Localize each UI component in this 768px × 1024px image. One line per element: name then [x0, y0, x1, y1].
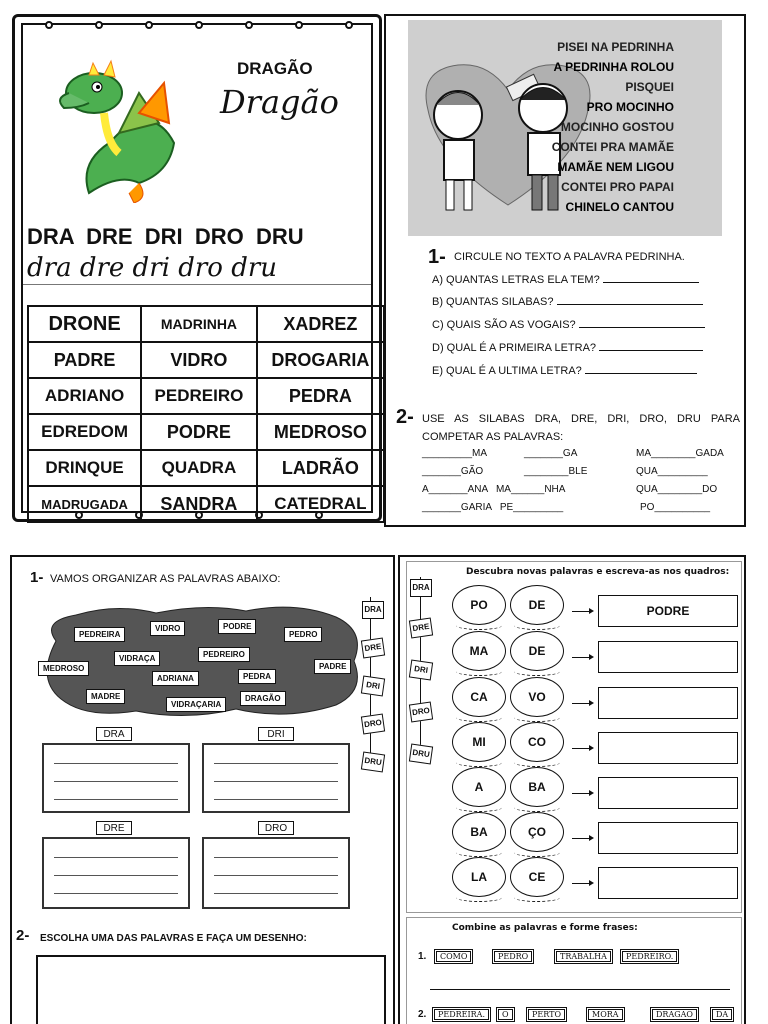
- word-cell: EDREDOM: [28, 414, 141, 450]
- word-cell: MADRINHA: [141, 306, 257, 342]
- word-card[interactable]: [434, 949, 473, 964]
- writing-line[interactable]: [430, 989, 730, 990]
- side-tag: DRO: [409, 702, 433, 723]
- table-row: [28, 486, 384, 522]
- word-card-text: COMO: [436, 951, 471, 962]
- syllable-cap: MI: [452, 722, 506, 762]
- word-tag[interactable]: PEDREIRO: [198, 647, 250, 662]
- writing-line: [214, 893, 338, 894]
- word-cell: MADRUGADA: [28, 486, 141, 522]
- writing-line: [54, 781, 178, 782]
- question-title: ESCOLHA UMA DAS PALAVRAS E FAÇA UM DESENHO:: [40, 933, 307, 944]
- writing-line: [54, 799, 178, 800]
- box-label: DRE: [96, 821, 132, 835]
- syllable-cap: CA: [452, 677, 506, 717]
- syllable-cap: ÇO: [510, 812, 564, 852]
- answer-blank[interactable]: [579, 319, 705, 328]
- arrow-icon: [572, 703, 592, 704]
- box-label: DRI: [258, 727, 294, 741]
- side-tag: DRI: [409, 660, 433, 681]
- syllable-blank[interactable]: _________MA: [422, 448, 488, 459]
- side-tag: DRO: [361, 714, 385, 735]
- arrow-icon: [572, 883, 592, 884]
- word-tag[interactable]: DRAGÃO: [240, 691, 286, 706]
- syllable-blank[interactable]: A_______ANA MA______NHA: [422, 484, 566, 495]
- answer-box[interactable]: [598, 777, 738, 809]
- writing-line: [54, 857, 178, 858]
- border-dot: [245, 21, 253, 29]
- syllable-blank[interactable]: _______GA: [524, 448, 578, 459]
- question-item: [432, 319, 705, 331]
- side-tag: DRA: [410, 579, 432, 597]
- word-tag[interactable]: ADRIANA: [152, 671, 199, 686]
- word-card[interactable]: [526, 1007, 567, 1022]
- syllable-blank[interactable]: _______GARIA PE_________: [422, 502, 564, 513]
- poem: [408, 20, 722, 236]
- word-card-text: DRAGÃO: [652, 1009, 697, 1020]
- word-card-text: MORA: [588, 1009, 623, 1020]
- word-cell: DROGARIA: [257, 342, 384, 378]
- word-tag[interactable]: MEDROSO: [38, 661, 89, 676]
- syllables-cursive: dra dre dri dro dru: [27, 253, 278, 283]
- syllable-cap: PO: [452, 585, 506, 625]
- word-card-text: PEDREIRO.: [622, 951, 677, 962]
- word-cell: DRONE: [28, 306, 141, 342]
- question-item: [432, 274, 699, 286]
- table-row: [28, 414, 384, 450]
- word-grid: [27, 305, 385, 523]
- question-item: [432, 342, 703, 354]
- side-tag: DRU: [409, 744, 433, 765]
- writing-line: [214, 875, 338, 876]
- side-tag: DRI: [361, 676, 385, 697]
- syllable-blank[interactable]: MA________GADA: [636, 448, 724, 459]
- question-text: B) QUANTAS SILABAS?: [432, 296, 554, 308]
- title-print: DRAGÃO: [237, 59, 313, 78]
- syllable-cap: BA: [452, 812, 506, 852]
- writing-line: [54, 875, 178, 876]
- word-card[interactable]: [492, 949, 534, 964]
- answer-box[interactable]: [598, 641, 738, 673]
- poem-line: PISQUEI: [625, 80, 674, 94]
- table-row: [28, 342, 384, 378]
- border-dot: [295, 21, 303, 29]
- word-cell: PEDREIRO: [141, 378, 257, 414]
- syllable-cap: CO: [510, 722, 564, 762]
- word-card-text: O: [498, 1009, 513, 1020]
- arrow-icon: [572, 793, 592, 794]
- table-row: [28, 306, 384, 342]
- word-card-text: PEDRO: [494, 951, 532, 962]
- word-card[interactable]: [586, 1007, 625, 1022]
- word-tag[interactable]: PODRE: [218, 619, 256, 634]
- border-dot: [345, 21, 353, 29]
- word-card[interactable]: [710, 1007, 734, 1022]
- syllable-blank[interactable]: PO__________: [640, 502, 711, 513]
- syllable-blank[interactable]: QUA_________: [636, 466, 708, 477]
- word-tag[interactable]: PEDREIRA: [74, 627, 125, 642]
- worksheet-dragao: [12, 14, 382, 522]
- word-cell: PADRE: [28, 342, 141, 378]
- worksheet-descubra: [398, 555, 746, 1024]
- word-tag[interactable]: VIDRAÇARIA: [166, 697, 226, 712]
- question-text: E) QUAL É A ULTIMA LETRA?: [432, 365, 582, 377]
- word-tag[interactable]: VIDRO: [150, 621, 185, 636]
- poem-line: MAMÃE NEM LIGOU: [557, 160, 674, 174]
- poem-line: CONTEI PRA MAMÃE: [551, 140, 674, 154]
- word-cell: SANDRA: [141, 486, 257, 522]
- guide-line: [23, 284, 371, 285]
- word-cell: CATEDRAL: [257, 486, 384, 522]
- word-tag[interactable]: MADRE: [86, 689, 125, 704]
- border-dot: [95, 21, 103, 29]
- word-cell: LADRÃO: [257, 450, 384, 486]
- answer-blank[interactable]: [585, 365, 697, 374]
- question-text: A) QUANTAS LETRAS ELA TEM?: [432, 274, 600, 286]
- word-cell: XADREZ: [257, 306, 384, 342]
- border-dot: [45, 21, 53, 29]
- box-label: DRO: [258, 821, 294, 835]
- answer-box[interactable]: [598, 687, 738, 719]
- word-card[interactable]: [496, 1007, 515, 1022]
- arrow-icon: [572, 657, 592, 658]
- row-number: 1.: [418, 951, 427, 962]
- poem-line: MOCINHO GOSTOU: [560, 120, 674, 134]
- side-tag: DRE: [361, 638, 385, 659]
- syllable-blank[interactable]: QUA________DO: [636, 484, 718, 495]
- syllable-cap: LA: [452, 857, 506, 897]
- word-cell: QUADRA: [141, 450, 257, 486]
- word-card[interactable]: [432, 1007, 491, 1022]
- worksheet-organizar: [10, 555, 395, 1024]
- word-card-text: PERTO: [528, 1009, 565, 1020]
- syllable-cap: CE: [510, 857, 564, 897]
- question-text: D) QUAL É A PRIMEIRA LETRA?: [432, 342, 597, 354]
- syllable-cap: A: [452, 767, 506, 807]
- answer-box[interactable]: [598, 822, 738, 854]
- question-title: USE AS SILABAS DRA, DRE, DRI, DRO, DRU PARA COMPETAR AS PALAVRAS:: [422, 413, 740, 443]
- question-item: [432, 365, 697, 377]
- word-card[interactable]: [650, 1007, 699, 1022]
- side-tag: DRA: [362, 601, 384, 619]
- syllable-cap: DE: [510, 631, 564, 671]
- writing-line: [214, 781, 338, 782]
- table-row: [28, 450, 384, 486]
- question-number: 2-: [396, 406, 414, 428]
- drawing-area[interactable]: [36, 955, 386, 1024]
- poem-line: PRO MOCINHO: [586, 100, 674, 114]
- word-cell: PEDRA: [257, 378, 384, 414]
- poem-line: CONTEI PRO PAPAI: [561, 180, 674, 194]
- answer-box-dro[interactable]: [202, 837, 350, 909]
- word-cell: MEDROSO: [257, 414, 384, 450]
- word-tag[interactable]: VIDRAÇA: [114, 651, 160, 666]
- syllable-cap: BA: [510, 767, 564, 807]
- question-number: 1-: [30, 569, 44, 586]
- question-item: [432, 296, 703, 308]
- side-tag: DRE: [409, 618, 433, 639]
- word-cell: VIDRO: [141, 342, 257, 378]
- poem-illustration: [408, 20, 722, 236]
- writing-line: [214, 799, 338, 800]
- poem-line: CHINELO CANTOU: [565, 200, 674, 214]
- border-dot: [145, 21, 153, 29]
- question-number: 1-: [428, 246, 446, 268]
- answer-box-dre[interactable]: [42, 837, 190, 909]
- writing-line: [214, 857, 338, 858]
- answer-box-dri[interactable]: [202, 743, 350, 813]
- word-card[interactable]: [620, 949, 679, 964]
- question-number: 2-: [16, 927, 30, 944]
- dragon-illustration: [49, 53, 189, 203]
- syllable-cap: DE: [510, 585, 564, 625]
- word-tag[interactable]: PADRE: [314, 659, 351, 674]
- answer-blank[interactable]: [599, 342, 703, 351]
- border-dot: [195, 21, 203, 29]
- writing-line: [54, 763, 178, 764]
- syllables-print: DRA DRE DRI DRO DRU: [27, 224, 304, 249]
- syllable-blank[interactable]: ________BLE: [524, 466, 588, 477]
- answer-box[interactable]: [598, 867, 738, 899]
- word-cell: DRINQUE: [28, 450, 141, 486]
- title-cursive: Dragão: [220, 83, 339, 121]
- box-label: DRA: [96, 727, 132, 741]
- writing-line: [214, 763, 338, 764]
- word-tag[interactable]: PEDRO: [284, 627, 322, 642]
- word-cell: PODRE: [141, 414, 257, 450]
- word-cell: ADRIANO: [28, 378, 141, 414]
- answer-blank[interactable]: [603, 274, 699, 283]
- side-tag: DRU: [361, 752, 385, 773]
- poem-line: PISEI NA PEDRINHA: [557, 40, 674, 54]
- syllable-cap: VO: [510, 677, 564, 717]
- answer-box[interactable]: [598, 732, 738, 764]
- question-text: C) QUAIS SÃO AS VOGAIS?: [432, 319, 576, 331]
- poem-line: A PEDRINHA ROLOU: [553, 60, 674, 74]
- combine-title: Combine as palavras e forme frases:: [452, 923, 638, 933]
- word-card-text: TRABALHA: [556, 951, 611, 962]
- arrow-icon: [572, 838, 592, 839]
- syllable-blank[interactable]: _______GÃO: [422, 466, 484, 477]
- row-number: 2.: [418, 1009, 427, 1020]
- syllable-cap: MA: [452, 631, 506, 671]
- worksheet-pedrinha: [384, 14, 746, 527]
- writing-line: [54, 893, 178, 894]
- word-tag[interactable]: PEDRA: [238, 669, 276, 684]
- answer-box-dra[interactable]: [42, 743, 190, 813]
- question-title: CIRCULE NO TEXTO A PALAVRA PEDRINHA.: [454, 251, 685, 263]
- word-card-text: DA: [712, 1009, 732, 1020]
- arrow-icon: [572, 611, 592, 612]
- question-title: VAMOS ORGANIZAR AS PALAVRAS ABAIXO:: [50, 573, 281, 585]
- word-card[interactable]: [554, 949, 613, 964]
- word-card-text: PEDREIRA.: [434, 1009, 489, 1020]
- answer-box[interactable]: PODRE: [598, 595, 738, 627]
- exercise-title: Descubra novas palavras e escreva-as nos quadros:: [466, 567, 730, 577]
- answer-blank[interactable]: [557, 296, 703, 305]
- arrow-icon: [572, 748, 592, 749]
- table-row: [28, 378, 384, 414]
